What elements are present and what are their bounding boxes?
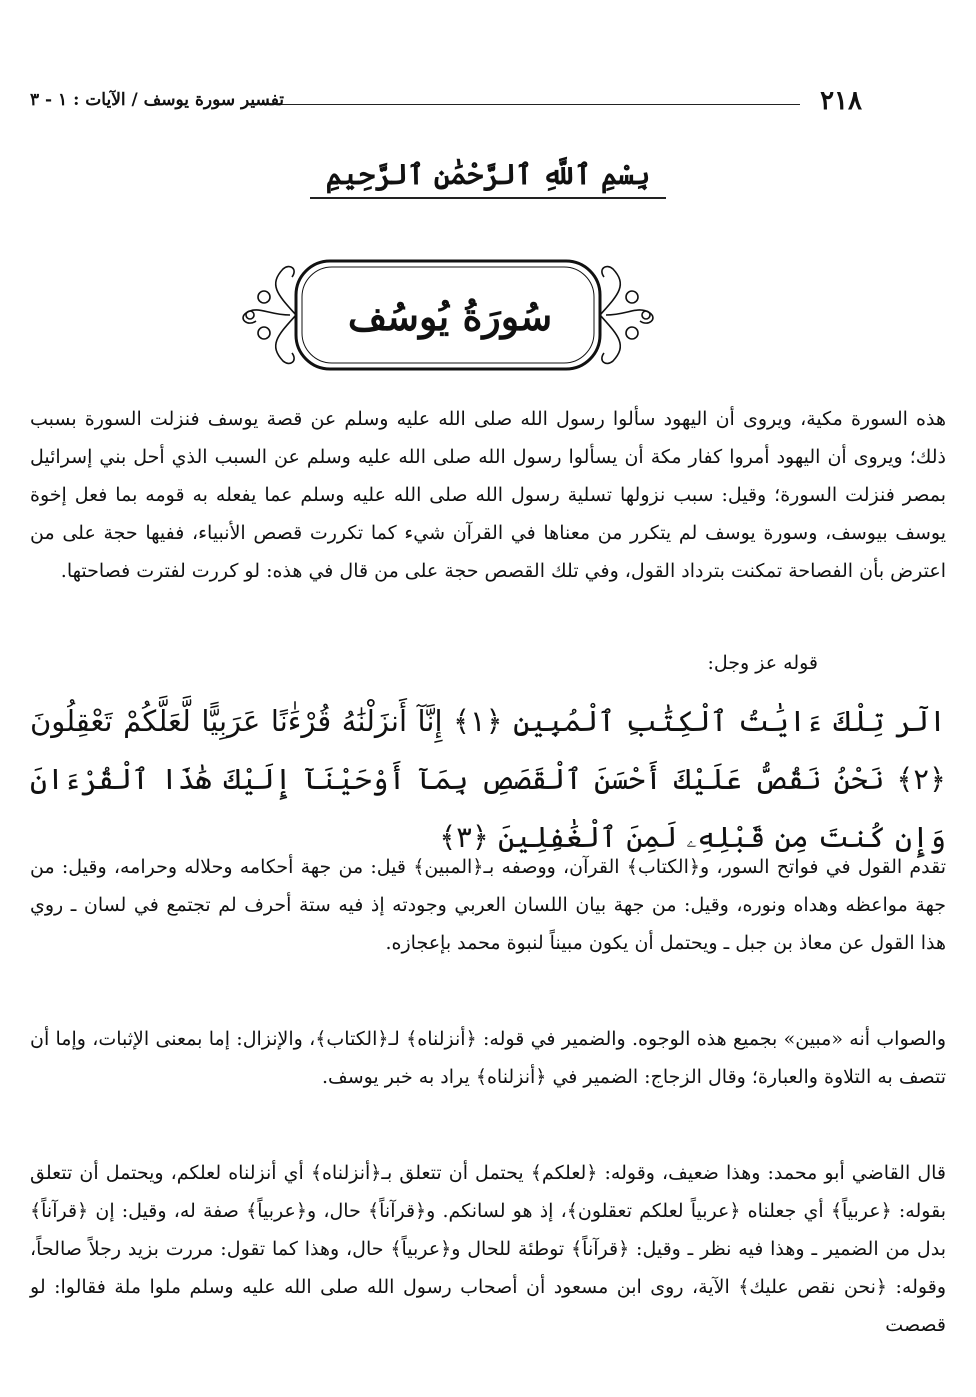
basmala-underline [310,197,666,199]
commentary-paragraph-2: والصواب أنه «مبين» بجميع هذه الوجوه. والضمير في قوله: ﴿أنزلناه﴾ لـ﴿الكتاب﴾، والإنزال: إما بمعنى الإثبات، وإما أن تتصف به التلاوة والعبارة؛ وقال الزجاج: الضمير في ﴿أنزلناه﴾ يراد به خبر يوسف. [30,1028,946,1088]
intro-paragraph: هذه السورة مكية، ويروى أن اليهود سألوا رسول الله صلى الله عليه وسلم عن قصة يوسف فنزلت السورة بسبب ذلك؛ ويروى أن اليهود أمروا كفار مكة أن يسألوا رسول الله صلى الله عليه وسلم عن السبب الذي أحل بني إسرائيل بمصر فنزلت السورة؛ وقيل: سبب نزولها تسلية رسول الله صلى الله عليه وسلم عما يفعله به قومه بما فعل إخوة يوسف بيوسف، وسورة يوسف لم يتكرر من معناها في القرآن شيء كما تكررت قصص الأنبياء، ففيها حجة على من اعترض بأن الفصاحة تمكنت بترداد القول، وفي تلك القصص حجة على من قال في هذه: لو كررت لفترت فصاحتها. [30,408,946,582]
quran-verses: الٓر تِلْكَ ءَايَٰتُ ٱلْكِتَٰبِ ٱلْمُبِينِ ﴿١﴾ إِنَّآ أَنزَلْنَٰهُ قُرْءَٰنًا عَرَبِيًّا لَّعَلَّكُمْ تَعْقِلُونَ ﴿٢﴾ نَحْنُ نَقُصُّ عَلَيْكَ أَحْسَنَ ٱلْقَصَصِ بِمَآ أَوْحَيْنَآ إِلَيْكَ هَٰذَا ٱلْقُرْءَانَ وَإِن كُنتَ مِن قَبْلِهِۦ لَمِنَ ٱلْغَٰفِلِينَ ﴿٣﴾ [30,704,946,854]
header-rule [260,104,800,105]
commentary-paragraph-1: تقدم القول في فواتح السور، و﴿الكتاب﴾ القرآن، ووصفه بـ﴿المبين﴾ قيل: من جهة أحكامه وحلاله وحرامه، وقيل: من جهة مواعظه وهداه ونوره، وقيل: من جهة بيان اللسان العربي وجودته إذ فيه ستة أحرف لم تجتمع في لسان ـ روي هذا القول عن معاذ بن جبل ـ ويحتمل أن يكون مبيناً لنبوة محمد بإعجازه. [30,856,946,954]
page-number: ٢١٨ [820,86,862,116]
verse-intro-label: قوله عز وجل: [707,652,818,674]
running-title: تفسير سورة يوسف / الآيات : ١ - ٣ [30,90,285,110]
basmala: بِسْمِ ٱللَّهِ ٱلرَّحْمَٰنِ ٱلرَّحِيمِ [325,158,651,191]
page-header [30,86,862,120]
commentary-paragraph-3: قال القاضي أبو محمد: وهذا ضعيف، وقوله: ﴿لعلكم﴾ يحتمل أن تتعلق بـ﴿أنزلناه﴾ أي أنزلناه لعلكم، ويحتمل أن تتعلق بقوله: ﴿عربياً﴾ أي جعلناه ﴿عربياً لعلكم تعقلون﴾، إذ هو لسانكم. و﴿قرآناً﴾ حال، و﴿عربياً﴾ صفة له، وقيل: إن ﴿قرآناً﴾ بدل من الضمير ـ وهذا فيه نظر ـ وقيل: ﴿قرآناً﴾ توطئة للحال و﴿عربياً﴾ حال، وهذا كما تقول: مررت بزيد رجلاً صالحاً، وقوله: ﴿نحن نقص عليك﴾ الآية، روى ابن مسعود أن أصحاب رسول الله صلى الله عليه وسلم ملوا ملة فقالوا: لو قصصت [30,1162,946,1336]
surah-title: سُورَةُ يُوسُف [347,294,553,339]
